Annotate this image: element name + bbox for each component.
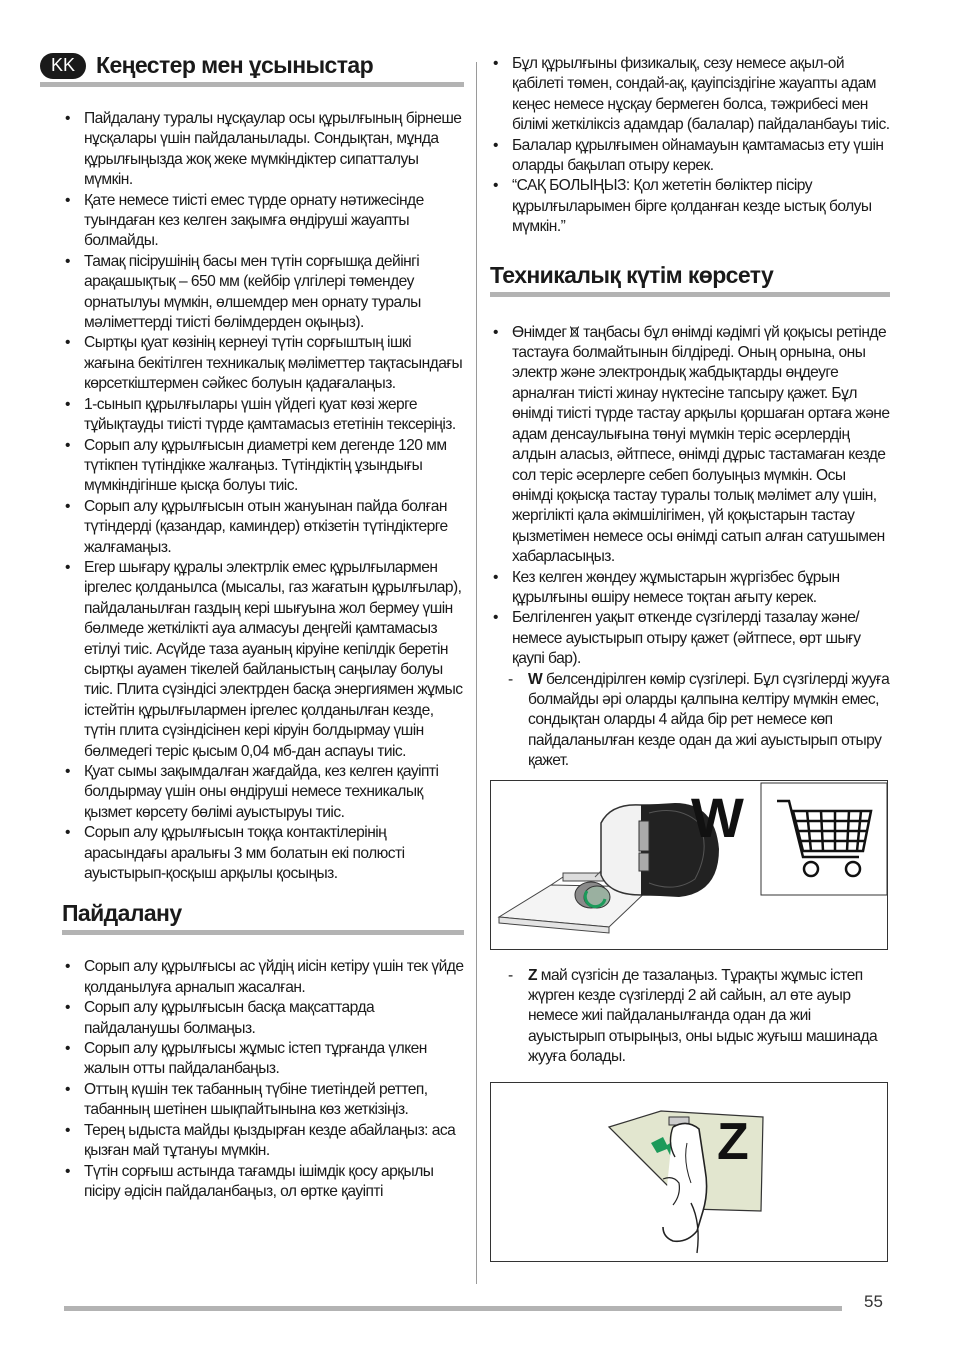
- use-list: [62, 957, 464, 1202]
- tips-title: Кеңестер мен ұсыныстар: [96, 52, 374, 78]
- list-item: • Сыртқы қуат көзінің кернеуі түтін сорғыштың ішкі жағына бекітілген техникалық мәліметтер тақтасындағы көрсеткіштермен сәйкес болуын қадағалаңыз.: [62, 333, 464, 394]
- language-badge: KK: [40, 53, 86, 79]
- list-item: • Белгіленген уақыт өткенде сүзгілерді тазалау және/ немесе ауыстырып отыру қажет (әйтпесе, өрт шығу қаупі бар).: [490, 608, 890, 669]
- grease-filter-drawing: [491, 1083, 887, 1261]
- list-item: • “САҚ БОЛЫҢЫЗ: Қол жететін бөліктер пісіру құрылғыларымен бірге қолданған кезде ыстық болуы мүмкін.”: [490, 176, 890, 237]
- figure-z-label: Z: [717, 1112, 749, 1171]
- list-item-text: таңбасы бұл өнімді кәдімгі үй қоқысы ретінде тастауға болмайтынын білдіреді. Оның орнына, оны электр және электрондық жабдықтарды өңдеуге арналған тиісті жинау нүктесіне тапсыру қажет. Бұл өнімді тиісті түрде тастау арқылы қоршаған ортаға және адам денсаулығына төнуі мүмкін теріс әсерлердің алдын алаcыз, әйтпесе, өнімді дұрыс тастамаған кезде сол теріс әсерлерге себеп болуыңыз мүмкін. Осы өнімді қоқысқа тастау туралы толық мәлімет алу үшін, жергілікті қала әкімшілігімен, үй қоқыстарын тастау қызметімен немесе осы өнімді сатып алған сатушымен хабарласыңыз.: [512, 323, 890, 566]
- section-heading-use: [62, 900, 464, 935]
- list-item: • Сорып алу құрылғысын тоққа контактілерінің арасындағы аралығы 3 мм болатын екі полюсті ауыстырып-қосқыш арқылы қосыңыз.: [62, 823, 464, 884]
- list-item: • Сорып алу құрылғысын басқа мақсаттарда пайдаланушы болмаңыз.: [62, 998, 464, 1039]
- hood-filter-drawing: [491, 781, 887, 949]
- list-item: • Балалар құрылғымен ойнамауын қамтамасыз ету үшін оларды бақылап отыру керек.: [490, 136, 890, 177]
- left-column: [50, 52, 464, 1202]
- tips-list: [62, 109, 464, 884]
- crossed-bin-icon: [570, 326, 579, 338]
- list-item: • Оттың күшін тек табанның түбіне тиетіндей реттеп, табанның шетінен шықпайтынына көз жеткізіңіз.: [62, 1080, 464, 1121]
- page-number: 55: [864, 1292, 883, 1311]
- footer-rule: [64, 1306, 842, 1311]
- list-item: [490, 323, 890, 568]
- list-item: • Сорып алу құрылғысын диаметрі кем дегенде 120 мм түтікпен түтіндікке жалғаңыз. Түтіндіктің ұзындығы мүмкіндігінше қысқа болуы тиіс.: [62, 436, 464, 497]
- list-item: • Қуат сымы зақымдалған жағдайда, кез келген қауіпті болдырмау үшін оны өндіруші немесе техникалық қызмет көрсету бөлімі ауыстыруы тиіс.: [62, 762, 464, 823]
- right-column: [490, 54, 890, 1262]
- sub-text-z: май сүзгісін де тазалаңыз. Тұрақты жұмыс істеп жүрген кезде сүзгілерді 2 ай сайын, ал өте ауыр немесе жиі пайдаланылғанда одан да жиі ауыстырып отырыңыз, оны ыдыс жуғыш машинада жууға болады.: [528, 966, 878, 1066]
- use-title: Пайдалану: [62, 900, 182, 927]
- carbon-filter-illustration: [490, 780, 888, 950]
- list-item: • Пайдалану туралы нұсқаулар осы құрылғының бірнеше нұсқалары үшін пайдаланылады. Сондықтан, мұнда құрылғыңызда жоқ жеке мүмкіндіктер сипатталуы мүмкін.: [62, 109, 464, 191]
- list-item: • Терең ыдыста майды қыздырған кезде абайлаңыз: аса қызған май тұтануы мүмкін.: [62, 1121, 464, 1162]
- list-item-text: Өнімдег: [512, 323, 567, 341]
- list-item: • Кез келген жөндеу жұмыстарын жүргізбес бұрын құрылғыны өшіру немесе тоқтан ағыту керек.: [490, 568, 890, 609]
- column-divider: [476, 62, 477, 1284]
- sub-letter-w: W: [528, 670, 543, 688]
- maintenance-list: [490, 323, 890, 670]
- list-item: • Егер шығару құралы электрлік емес құрылғылармен іргелес қолданылса (мысалы, газ жағатын құрылғылар), пайдаланылған газдың кері шығуына жол бермеу үшін бөлмеде жеткілікті ауа алмасуы деңгейі қамтамасыз етілуі тиіс. Асүйде таза ауаның кіруіне кепілдік беретін сыртқы ауамен тікелей байланыстың саңылау болуы тиіс. Плита сүзіндісі электрден басқа энергиямен жұмыс істейтін құрылғылармен іргелес қолданылған кезде, түтін плита сүзіндісінен кері кіруін болдырмау үшін бөлмедегі теріс қысым 0,04 мб-дан аспауы тиіс.: [62, 558, 464, 762]
- list-item: • Бұл құрылғыны физикалық, сезу немесе ақыл-ой қабілеті төмен, сондай-ақ, қауіпсіздігіне жауапты адам кеңес немесе нұсқау бермеген болса, тәжрибесі мен білімі жеткіліксіз адамдар (балалар) пайдаланбауы тиіс.: [490, 54, 890, 136]
- list-item: • Сорып алу құрылғысы ас үйдің иісін кетіру үшін тек үйде қолданылуға арналып жасалған.: [62, 957, 464, 998]
- figure-w-label: W: [691, 785, 744, 849]
- section-heading-tips: [40, 52, 464, 87]
- list-item: • Тамақ пісірушінің басы мен түтін сорғышқа дейінгі арақашықтық – 650 мм (кейбір үлгілері төмендеу орнатылуы мүмкін, өлшемдер мен орнату туралы мәліметтерді тиісті бөлімдерден оқыңыз).: [62, 252, 464, 334]
- list-item: • Қате немесе тиісті емес түрде орнату нәтижесінде туындаған кез келген зақымға өндіруші жауапты болмайды.: [62, 191, 464, 252]
- grease-filter-illustration: [490, 1082, 888, 1262]
- sub-text-w: белсендірілген көмір сүзгілері. Бұл сүзгілерді жууға болмайды әрі оларды қалпына келтіру мүмкін емес, сондықтан оларды 4 айда бір рет немесе көп пайдаланылған кезде одан да жиі ауыстырып отыру қажет.: [528, 670, 890, 770]
- list-item: • 1-сынып құрылғылары үшін үйдегі қуат көзі жерге тұйықтауды тиісті түрде қамтамасыз ететінін тексеріңіз.: [62, 395, 464, 436]
- list-item: • Сорып алу құрылғысын отын жануынан пайда болған түтіндерді (қазандар, каминдер) өткізетін түтіндіктерге жалғамаңыз.: [62, 497, 464, 558]
- section-heading-maintenance: [490, 262, 890, 297]
- sub-letter-z: Z: [528, 966, 537, 984]
- maintenance-title: Техникалық күтім көрсету: [490, 261, 774, 288]
- sub-item-w: - W белсендірілген көмір сүзгілері. Бұл сүзгілерді жууға болмайды әрі оларды қалпына келтіру мүмкін емес, сондықтан оларды 4 айда бір рет немесе көп пайдаланылған кезде одан да жиі ауыстырып отыру қажет.: [508, 670, 890, 770]
- list-item: • Сорып алу құрылғысы жұмыс істеп тұрғанда үлкен жалын отты пайдаланбаңыз.: [62, 1039, 464, 1080]
- list-item: • Түтін сорғыш астында тағамды ішімдік қосу арқылы пісіру әдісін пайдаланбаңыз, ол өртке қауіпті: [62, 1162, 464, 1203]
- safety-list: [490, 54, 890, 238]
- sub-item-z: - Z май сүзгісін де тазалаңыз. Тұрақты жұмыс істеп жүрген кезде сүзгілерді 2 ай сайын, ал өте ауыр немесе жиі пайдаланылғанда одан да жиі ауыстырып отырыңыз, оны ыдыс жуғыш машинада жууға болады.: [508, 966, 878, 1066]
